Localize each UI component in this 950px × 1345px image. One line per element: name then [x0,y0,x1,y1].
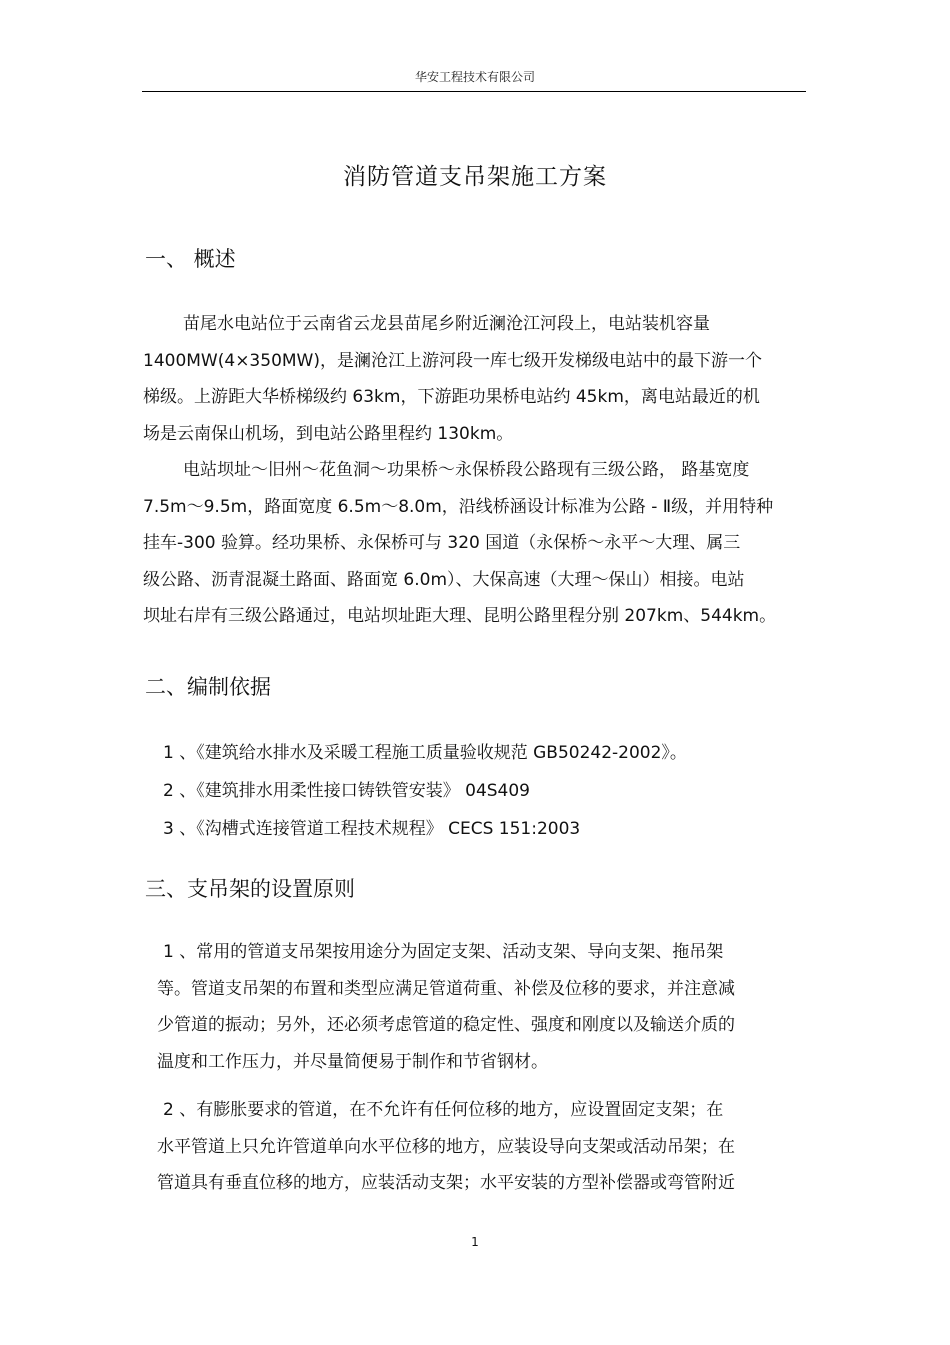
text-line: 电站坝址～旧州～花鱼洞～功果桥～永保桥段公路现有三级公路， 路基宽度 [183,460,750,480]
paragraph-principle-1 [157,934,787,1080]
text-line: 级公路、沥青混凝土路面、路面宽 6.0m）、大保高速（大理～保山）相接。电站 [143,569,745,590]
page-number: 1 [471,1235,479,1249]
section-heading-basis: 二、编制依据 [145,675,271,699]
reference-item-3: 3 、《沟槽式连接管道工程技术规程》 CECS 151:2003 [163,819,581,839]
text-line: 管道具有垂直位移的地方，应装活动支架；水平安装的方型补偿器或弯管附近 [157,1173,735,1193]
paragraph-overview-1 [143,306,813,452]
text-line: 等。管道支吊架的布置和类型应满足管道荷重、补偿及位移的要求，并注意减 [157,978,735,999]
text-line: 1400MW(4×350MW)，是澜沧江上游河段一库七级开发梯级电站中的最下游一个 [143,350,762,371]
section-heading-overview: 一、 概述 [145,247,236,271]
page-header: 华安工程技术有限公司 [414,70,535,84]
header-rule [142,91,806,92]
paragraph-principle-2 [157,1092,787,1202]
paragraph-overview-2 [143,452,813,635]
text-line: 挂车-300 验算。经功果桥、永保桥可与 320 国道（永保桥～永平～大理、属三 [143,533,741,553]
text-line: 7.5m～9.5m，路面宽度 6.5m～8.0m，沿线桥涵设计标准为公路 - Ⅱ级，并用特种 [143,496,774,517]
text-line: 坝址右岸有三级公路通过，电站坝址距大理、昆明公路里程分别 207km、544km。 [143,606,777,626]
section-heading-principles: 三、支吊架的设置原则 [145,877,355,901]
document-title: 消防管道支吊架施工方案 [343,164,607,190]
reference-item-2: 2 、《建筑排水用柔性接口铸铁管安装》 04S409 [163,781,530,801]
text-line: 2 、有膨胀要求的管道，在不允许有任何位移的地方，应设置固定支架；在 [163,1100,724,1120]
text-line: 温度和工作压力，并尽量简便易于制作和节省钢材。 [157,1051,548,1072]
text-line: 梯级。上游距大华桥梯级约 63km，下游距功果桥电站约 45km，离电站最近的机 [143,387,760,407]
text-line: 场是云南保山机场，到电站公路里程约 130km。 [143,423,514,444]
text-line: 苗尾水电站位于云南省云龙县苗尾乡附近澜沧江河段上，电站装机容量 [183,314,710,334]
reference-item-1: 1 、《建筑给水排水及采暖工程施工质量验收规范 GB50242-2002》。 [163,743,687,763]
text-line: 1 、常用的管道支吊架按用途分为固定支架、活动支架、导向支架、拖吊架 [163,942,724,962]
text-line: 少管道的振动；另外，还必须考虑管道的稳定性、强度和刚度以及输送介质的 [157,1015,735,1035]
text-line: 水平管道上只允许管道单向水平位移的地方，应装设导向支架或活动吊架；在 [157,1136,735,1157]
